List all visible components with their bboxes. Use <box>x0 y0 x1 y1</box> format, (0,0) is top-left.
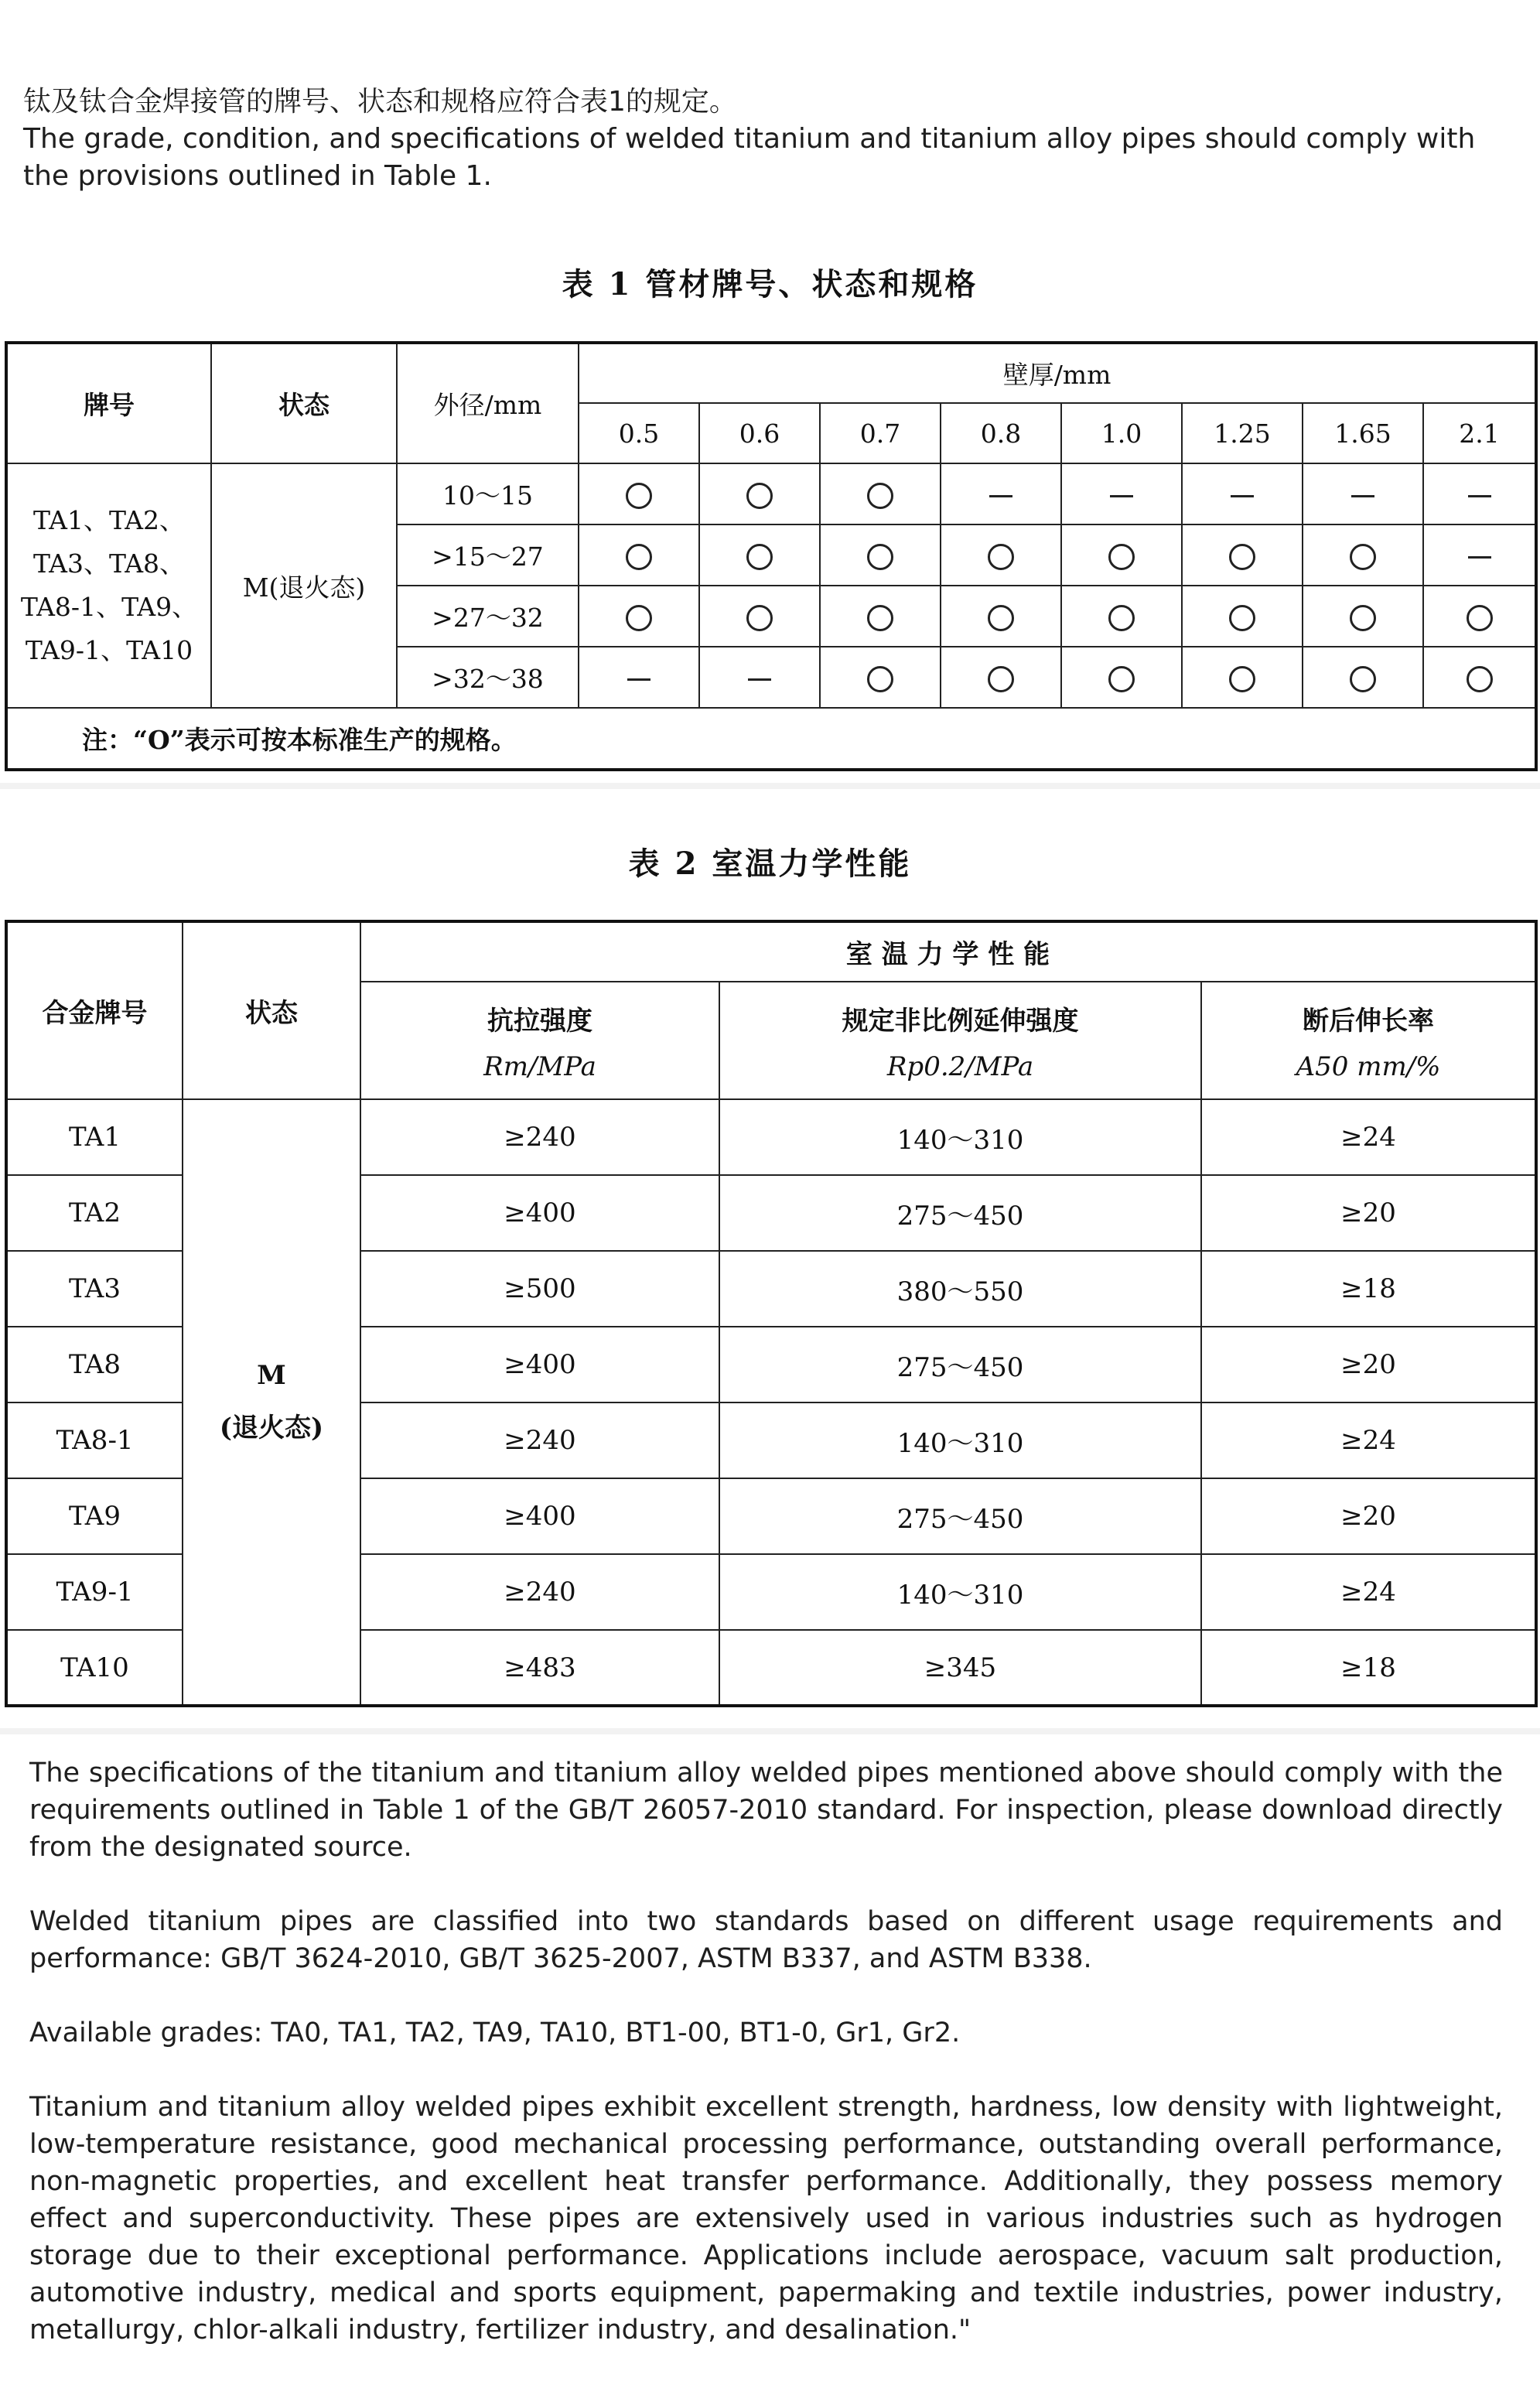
available-mark <box>1467 666 1493 692</box>
header-state: 状态 <box>211 343 397 463</box>
grade-line: TA8-1、TA9、 <box>20 592 198 622</box>
availability-cell <box>1182 647 1303 708</box>
availability-cell <box>579 647 699 708</box>
alloy-cell: TA8 <box>6 1327 183 1402</box>
available-mark <box>988 605 1014 631</box>
available-mark <box>746 483 773 509</box>
available-mark <box>988 666 1014 692</box>
state-code: M <box>257 1360 286 1391</box>
intro-zh: 钛及钛合金焊接管的牌号、状态和规格应符合表1的规定。 <box>23 86 737 118</box>
divider <box>0 1728 1540 1734</box>
availability-cell <box>1303 647 1423 708</box>
body-text <box>29 1754 1503 2386</box>
header-alloy: 合金牌号 <box>6 921 183 1099</box>
unavailable-mark <box>989 495 1012 497</box>
intro-en: The grade, condition, and specifications of welded titanium and titanium alloy pipes should comply with the provisions outlined in Table 1. <box>23 123 1476 192</box>
state-desc: (退火态) <box>219 1413 324 1443</box>
available-mark <box>1350 605 1376 631</box>
available-mark <box>1467 605 1493 631</box>
available-mark <box>1108 605 1135 631</box>
tensile-cell: ≥483 <box>360 1630 719 1706</box>
available-mark <box>1229 666 1255 692</box>
tensile-label: 抗拉强度 <box>487 1005 592 1037</box>
alloy-cell: TA3 <box>6 1251 183 1327</box>
available-mark <box>626 544 652 570</box>
availability-cell <box>699 524 820 586</box>
available-mark <box>867 666 893 692</box>
divider <box>0 783 1540 789</box>
unavailable-mark <box>1468 556 1491 559</box>
availability-cell <box>941 647 1061 708</box>
tensile-cell: ≥400 <box>360 1175 719 1251</box>
alloy-cell: TA1 <box>6 1099 183 1175</box>
available-mark <box>1108 666 1135 692</box>
unavailable-mark <box>1231 495 1254 497</box>
availability-cell <box>699 647 820 708</box>
unavailable-mark <box>1468 495 1491 497</box>
alloy-cell: TA9 <box>6 1478 183 1554</box>
elongation-cell: ≥18 <box>1201 1630 1536 1706</box>
elongation-cell: ≥20 <box>1201 1327 1536 1402</box>
availability-cell <box>1061 647 1182 708</box>
available-mark <box>1350 666 1376 692</box>
availability-cell <box>1061 524 1182 586</box>
availability-cell <box>941 463 1061 524</box>
yield-cell: 275～450 <box>719 1478 1201 1554</box>
availability-cell <box>820 463 941 524</box>
availability-cell <box>1182 524 1303 586</box>
available-mark <box>867 483 893 509</box>
elongation-cell: ≥20 <box>1201 1478 1536 1554</box>
header-group: 室 温 力 学 性 能 <box>360 921 1536 982</box>
thickness-header: 0.5 <box>579 403 699 463</box>
grade-line: TA9-1、TA10 <box>25 635 193 665</box>
availability-cell <box>820 586 941 647</box>
intro-text <box>23 84 1524 195</box>
paragraph: Available grades: TA0, TA1, TA2, TA9, TA10, BT1-00, BT1-0, Gr1, Gr2. <box>29 2017 961 2048</box>
availability-cell <box>941 586 1061 647</box>
unavailable-mark <box>1110 495 1133 497</box>
paragraph: Titanium and titanium alloy welded pipes exhibit excellent strength, hardness, low density with lightweight, low-temperature resistance, good mechanical processing performance, outstanding overall performance, non-magnetic properties, and excellent heat transfer performance. Additionally, they possess memory effect and superconductivity. These pipes are extensively used in various industries such as hydrogen storage due to their exceptional performance. Applications include aerospace, vacuum salt production, automotive industry, medical and sports equipment, papermaking and textile industries, power industry, metallurgy, chlor-alkali industry, fertilizer industry, and desalination." <box>29 2092 1503 2345</box>
availability-cell <box>1061 586 1182 647</box>
availability-cell <box>1182 586 1303 647</box>
tensile-cell: ≥500 <box>360 1251 719 1327</box>
alloy-cell: TA8-1 <box>6 1402 183 1478</box>
yield-unit: Rp0.2/MPa <box>886 1051 1034 1082</box>
header-elongation <box>1201 982 1536 1099</box>
state-cell <box>183 1099 360 1706</box>
table1-note: 注：“O”表示可按本标准生产的规格。 <box>6 708 1536 770</box>
thickness-header: 2.1 <box>1423 403 1536 463</box>
header-state: 状态 <box>183 921 360 1099</box>
availability-cell <box>1423 524 1536 586</box>
elongation-label: 断后伸长率 <box>1303 1005 1435 1037</box>
yield-cell: 275～450 <box>719 1327 1201 1402</box>
tensile-cell: ≥400 <box>360 1327 719 1402</box>
grade-line: TA3、TA8、 <box>32 548 186 579</box>
availability-cell <box>820 524 941 586</box>
alloy-cell: TA9-1 <box>6 1554 183 1630</box>
yield-cell: 140～310 <box>719 1554 1201 1630</box>
grade-line: TA1、TA2、 <box>32 505 186 535</box>
availability-cell <box>699 463 820 524</box>
elongation-cell: ≥20 <box>1201 1175 1536 1251</box>
header-tensile <box>360 982 719 1099</box>
paragraph: The specifications of the titanium and titanium alloy welded pipes mentioned above should comply with the requirements outlined in Table 1 of the GB/T 26057-2010 standard. For inspection, please download directly from the designated source. <box>29 1758 1503 1863</box>
available-mark <box>626 483 652 509</box>
tensile-unit: Rm/MPa <box>483 1051 596 1082</box>
availability-cell <box>1303 524 1423 586</box>
availability-cell <box>820 647 941 708</box>
availability-cell <box>1423 463 1536 524</box>
table2-caption: 表 2 室温力学性能 <box>628 846 912 882</box>
unavailable-mark <box>1351 495 1374 497</box>
thickness-header: 1.25 <box>1182 403 1303 463</box>
unavailable-mark <box>627 678 650 681</box>
availability-cell <box>699 586 820 647</box>
available-mark <box>746 544 773 570</box>
elongation-cell: ≥24 <box>1201 1554 1536 1630</box>
elongation-unit: A50 mm/% <box>1296 1051 1441 1082</box>
thickness-header: 0.7 <box>820 403 941 463</box>
header-od: 外径/mm <box>397 343 579 463</box>
tensile-cell: ≥240 <box>360 1402 719 1478</box>
available-mark <box>746 605 773 631</box>
header-wall-thickness: 壁厚/mm <box>579 343 1536 403</box>
od-cell: 10～15 <box>397 463 579 524</box>
available-mark <box>1350 544 1376 570</box>
header-grade: 牌号 <box>6 343 211 463</box>
thickness-header: 1.0 <box>1061 403 1182 463</box>
available-mark <box>1108 544 1135 570</box>
available-mark <box>867 544 893 570</box>
yield-cell: 140～310 <box>719 1402 1201 1478</box>
table1-caption: 表 1 管材牌号、状态和规格 <box>562 266 978 302</box>
yield-cell: 380～550 <box>719 1251 1201 1327</box>
elongation-cell: ≥18 <box>1201 1251 1536 1327</box>
tensile-cell: ≥240 <box>360 1554 719 1630</box>
thickness-header: 0.6 <box>699 403 820 463</box>
table-row <box>6 1099 1536 1175</box>
yield-label: 规定非比例延伸强度 <box>842 1005 1079 1037</box>
availability-cell <box>1303 586 1423 647</box>
availability-cell <box>1423 586 1536 647</box>
thickness-header: 1.65 <box>1303 403 1423 463</box>
availability-cell <box>579 586 699 647</box>
grades-cell <box>6 463 211 708</box>
od-cell: >15～27 <box>397 524 579 586</box>
yield-cell: 140～310 <box>719 1099 1201 1175</box>
availability-cell <box>579 524 699 586</box>
available-mark <box>988 544 1014 570</box>
availability-cell <box>941 524 1061 586</box>
availability-cell <box>579 463 699 524</box>
alloy-cell: TA10 <box>6 1630 183 1706</box>
tensile-cell: ≥400 <box>360 1478 719 1554</box>
availability-cell <box>1061 463 1182 524</box>
table1-specifications <box>5 341 1538 771</box>
elongation-cell: ≥24 <box>1201 1099 1536 1175</box>
table-row <box>6 463 1536 524</box>
od-cell: >27～32 <box>397 586 579 647</box>
available-mark <box>867 605 893 631</box>
header-yield <box>719 982 1201 1099</box>
paragraph: Welded titanium pipes are classified into two standards based on different usage requirements and performance: GB/T 3624-2010, GB/T 3625-2007, ASTM B337, and ASTM B338. <box>29 1906 1503 1974</box>
alloy-cell: TA2 <box>6 1175 183 1251</box>
availability-cell <box>1303 463 1423 524</box>
available-mark <box>626 605 652 631</box>
available-mark <box>1229 605 1255 631</box>
available-mark <box>1229 544 1255 570</box>
elongation-cell: ≥24 <box>1201 1402 1536 1478</box>
thickness-header: 0.8 <box>941 403 1061 463</box>
unavailable-mark <box>748 678 771 681</box>
table2-mechanical-properties <box>5 920 1538 1707</box>
od-cell: >32～38 <box>397 647 579 708</box>
state-cell: M(退火态) <box>211 463 397 708</box>
yield-cell: ≥345 <box>719 1630 1201 1706</box>
tensile-cell: ≥240 <box>360 1099 719 1175</box>
yield-cell: 275～450 <box>719 1175 1201 1251</box>
availability-cell <box>1423 647 1536 708</box>
availability-cell <box>1182 463 1303 524</box>
